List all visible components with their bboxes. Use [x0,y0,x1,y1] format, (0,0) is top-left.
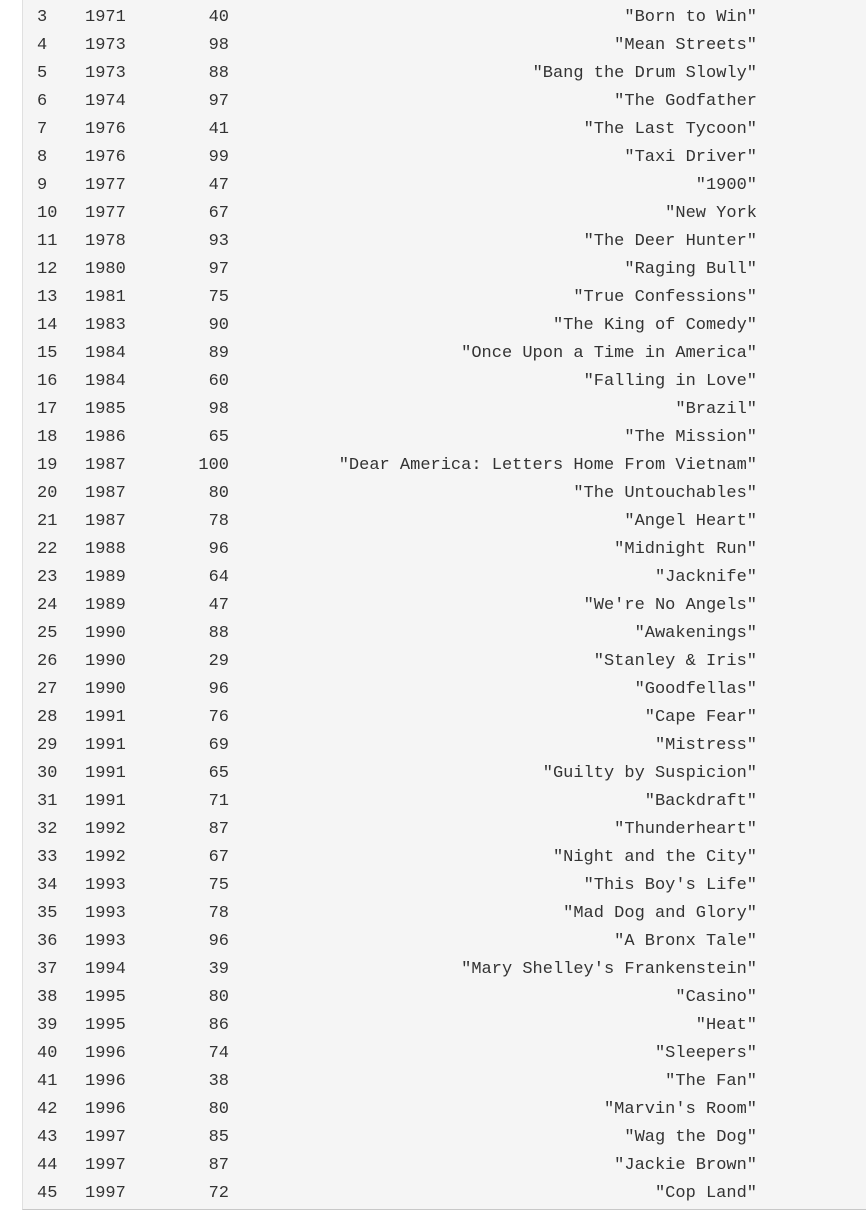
row-index: 41 [37,1072,58,1091]
row-title: "Mad Dog and Glory" [563,904,757,923]
row-year: 1996 [85,1072,126,1091]
row-score: 67 [208,848,229,867]
row-index: 21 [37,512,58,531]
row-title: "Born to Win" [624,8,757,27]
row-year: 1973 [85,64,126,83]
row-title: "Once Upon a Time in America" [461,344,757,363]
row-score: 38 [208,1072,229,1091]
row-title: "We're No Angels" [583,596,757,615]
row-score: 96 [208,932,229,951]
row-year: 1993 [85,876,126,895]
row-year: 1977 [85,176,126,195]
row-title: "A Bronx Tale" [614,932,757,951]
row-index: 30 [37,764,58,783]
row-title: "Angel Heart" [624,512,757,531]
table-row [23,928,866,956]
row-title: "True Confessions" [573,288,757,307]
row-year: 1995 [85,1016,126,1035]
row-score: 80 [208,1100,229,1119]
row-year: 1991 [85,708,126,727]
table-row [23,844,866,872]
table-row [23,480,866,508]
row-title: "Mean Streets" [614,36,757,55]
row-title: "1900" [695,176,757,195]
table-row [23,228,866,256]
row-index: 17 [37,400,58,419]
row-index: 32 [37,820,58,839]
row-index: 24 [37,596,58,615]
row-title: "Mistress" [654,736,757,755]
row-index: 4 [37,36,48,55]
row-index: 6 [37,92,48,111]
row-title: "Midnight Run" [614,540,757,559]
table-row [23,396,866,424]
row-year: 1996 [85,1044,126,1063]
table-row [23,452,866,480]
table-row [23,60,866,88]
row-score: 93 [208,232,229,251]
row-title: "The Godfather [614,92,757,111]
table-row [23,144,866,172]
row-index: 7 [37,120,48,139]
row-score: 87 [208,1156,229,1175]
row-year: 1992 [85,820,126,839]
row-score: 97 [208,92,229,111]
row-year: 1995 [85,988,126,1007]
row-score: 71 [208,792,229,811]
row-title: "Thunderheart" [614,820,757,839]
row-year: 1980 [85,260,126,279]
row-score: 99 [208,148,229,167]
table-row [23,340,866,368]
row-score: 67 [208,204,229,223]
table-row [23,312,866,340]
row-index: 10 [37,204,58,223]
table-row [23,368,866,396]
row-score: 100 [198,456,229,475]
row-title: "Dear America: Letters Home From Vietnam" [338,456,757,475]
row-index: 18 [37,428,58,447]
table-row [23,872,866,900]
row-year: 1991 [85,792,126,811]
row-score: 47 [208,176,229,195]
row-year: 1996 [85,1100,126,1119]
row-year: 1976 [85,148,126,167]
table-row [23,88,866,116]
row-score: 64 [208,568,229,587]
output-panel [22,0,866,1210]
row-index: 38 [37,988,58,1007]
row-year: 1990 [85,652,126,671]
row-title: "Backdraft" [644,792,757,811]
row-year: 1978 [85,232,126,251]
row-score: 75 [208,876,229,895]
table-row [23,284,866,312]
row-score: 78 [208,904,229,923]
row-score: 80 [208,484,229,503]
row-title: "Wag the Dog" [624,1128,757,1147]
row-year: 1988 [85,540,126,559]
row-year: 1987 [85,484,126,503]
table-row [23,1096,866,1124]
data-table [23,4,866,1208]
row-index: 15 [37,344,58,363]
row-index: 23 [37,568,58,587]
row-title: "Taxi Driver" [624,148,757,167]
row-index: 28 [37,708,58,727]
row-index: 12 [37,260,58,279]
row-score: 97 [208,260,229,279]
row-index: 35 [37,904,58,923]
table-row [23,900,866,928]
row-year: 1983 [85,316,126,335]
table-row [23,1040,866,1068]
row-title: "Night and the City" [552,848,757,867]
row-year: 1990 [85,624,126,643]
row-year: 1984 [85,344,126,363]
table-row [23,620,866,648]
row-index: 31 [37,792,58,811]
row-index: 34 [37,876,58,895]
row-year: 1973 [85,36,126,55]
row-score: 69 [208,736,229,755]
row-title: "The Mission" [624,428,757,447]
row-year: 1993 [85,904,126,923]
row-title: "The Last Tycoon" [583,120,757,139]
row-score: 85 [208,1128,229,1147]
row-year: 1974 [85,92,126,111]
row-score: 89 [208,344,229,363]
table-row [23,816,866,844]
row-year: 1984 [85,372,126,391]
row-score: 88 [208,624,229,643]
table-row [23,956,866,984]
table-row [23,1068,866,1096]
row-score: 87 [208,820,229,839]
row-index: 25 [37,624,58,643]
table-row [23,536,866,564]
row-index: 13 [37,288,58,307]
table-row [23,1152,866,1180]
table-row [23,172,866,200]
row-index: 26 [37,652,58,671]
row-score: 96 [208,680,229,699]
row-score: 98 [208,400,229,419]
row-title: "Guilty by Suspicion" [542,764,757,783]
table-row [23,1124,866,1152]
row-title: "Bang the Drum Slowly" [532,64,757,83]
row-title: "Sleepers" [654,1044,757,1063]
row-year: 1997 [85,1156,126,1175]
row-score: 88 [208,64,229,83]
row-index: 29 [37,736,58,755]
table-row [23,116,866,144]
row-index: 43 [37,1128,58,1147]
table-row [23,256,866,284]
row-score: 90 [208,316,229,335]
table-row [23,200,866,228]
row-title: "The Untouchables" [573,484,757,503]
row-title: "Cape Fear" [644,708,757,727]
row-title: "Brazil" [675,400,757,419]
row-year: 1986 [85,428,126,447]
table-row [23,508,866,536]
row-year: 1991 [85,736,126,755]
row-score: 96 [208,540,229,559]
row-index: 8 [37,148,48,167]
row-year: 1997 [85,1184,126,1203]
row-score: 65 [208,764,229,783]
row-index: 27 [37,680,58,699]
row-title: "The Fan" [665,1072,757,1091]
row-index: 3 [37,8,48,27]
row-index: 36 [37,932,58,951]
row-title: "The King of Comedy" [552,316,757,335]
row-title: "Jacknife" [654,568,757,587]
row-title: "Heat" [695,1016,757,1035]
table-row [23,788,866,816]
row-title: "Raging Bull" [624,260,757,279]
row-index: 42 [37,1100,58,1119]
row-score: 78 [208,512,229,531]
row-score: 41 [208,120,229,139]
row-year: 1977 [85,204,126,223]
row-index: 39 [37,1016,58,1035]
table-row [23,564,866,592]
row-year: 1991 [85,764,126,783]
row-year: 1971 [85,8,126,27]
row-title: "Mary Shelley's Frankenstein" [461,960,757,979]
table-row [23,1180,866,1208]
row-title: "Jackie Brown" [614,1156,757,1175]
row-title: "Awakenings" [634,624,757,643]
row-index: 22 [37,540,58,559]
row-score: 75 [208,288,229,307]
row-index: 44 [37,1156,58,1175]
row-index: 11 [37,232,58,251]
table-row [23,704,866,732]
table-row [23,1012,866,1040]
table-row [23,4,866,32]
row-index: 5 [37,64,48,83]
table-row [23,984,866,1012]
row-year: 1976 [85,120,126,139]
row-year: 1990 [85,680,126,699]
row-year: 1981 [85,288,126,307]
row-year: 1993 [85,932,126,951]
row-title: "Stanley & Iris" [593,652,757,671]
row-index: 14 [37,316,58,335]
table-row [23,732,866,760]
row-index: 16 [37,372,58,391]
row-year: 1987 [85,512,126,531]
row-score: 40 [208,8,229,27]
row-score: 39 [208,960,229,979]
row-title: "New York [665,204,757,223]
row-year: 1997 [85,1128,126,1147]
row-score: 98 [208,36,229,55]
row-title: "Goodfellas" [634,680,757,699]
row-score: 76 [208,708,229,727]
row-score: 74 [208,1044,229,1063]
row-year: 1987 [85,456,126,475]
table-row [23,424,866,452]
row-score: 80 [208,988,229,1007]
row-index: 33 [37,848,58,867]
row-index: 45 [37,1184,58,1203]
row-score: 47 [208,596,229,615]
row-index: 9 [37,176,48,195]
row-title: "Falling in Love" [583,372,757,391]
row-index: 20 [37,484,58,503]
table-row [23,760,866,788]
row-score: 72 [208,1184,229,1203]
row-title: "This Boy's Life" [583,876,757,895]
row-year: 1994 [85,960,126,979]
row-title: "Cop Land" [654,1184,757,1203]
row-score: 29 [208,652,229,671]
row-score: 65 [208,428,229,447]
row-index: 19 [37,456,58,475]
row-title: "The Deer Hunter" [583,232,757,251]
table-row [23,32,866,60]
row-index: 40 [37,1044,58,1063]
row-title: "Casino" [675,988,757,1007]
row-year: 1989 [85,596,126,615]
row-score: 60 [208,372,229,391]
row-score: 86 [208,1016,229,1035]
table-row [23,592,866,620]
table-row [23,648,866,676]
row-year: 1989 [85,568,126,587]
row-index: 37 [37,960,58,979]
row-year: 1992 [85,848,126,867]
row-year: 1985 [85,400,126,419]
row-title: "Marvin's Room" [603,1100,757,1119]
table-row [23,676,866,704]
